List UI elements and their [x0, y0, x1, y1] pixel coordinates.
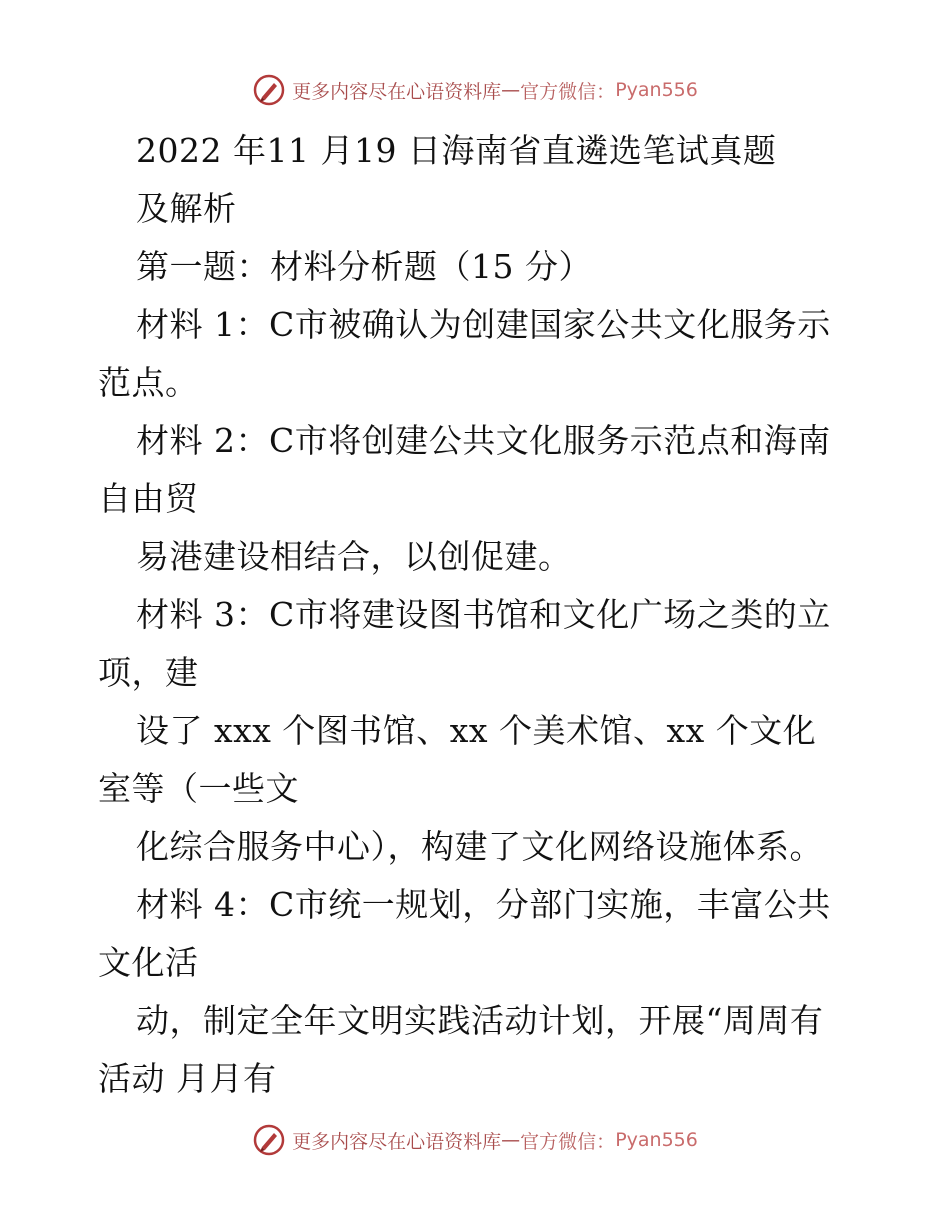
doc-line: 易港建设相结合，以创促建。	[136, 537, 572, 576]
watermark-dash: —	[501, 79, 521, 101]
doc-line: 文化活	[98, 943, 199, 982]
doc-line: 化综合服务中心），构建了文化网络设施体系。	[136, 827, 823, 866]
doc-line: 2022 年11 月19 日海南省直遴选笔试真题	[136, 131, 777, 170]
pen-logo-icon	[252, 73, 286, 107]
doc-line: 自由贸	[98, 479, 199, 518]
watermark-dash: —	[501, 1129, 521, 1151]
doc-line: 材料 4：C市统一规划，分部门实施，丰富公共	[136, 885, 831, 924]
watermark-wechat-label: 官方微信：	[520, 80, 616, 103]
watermark-wechat-label: 官方微信：	[520, 1130, 616, 1153]
watermark-site: 更多内容尽在心语资料库	[292, 80, 502, 103]
doc-line: 项，建	[98, 653, 199, 692]
watermark-footer	[0, 1120, 950, 1160]
watermark-header	[0, 70, 950, 110]
watermark-handle: Pyan556	[615, 1129, 698, 1151]
doc-line: 活动 月月有	[98, 1059, 277, 1098]
doc-line: 材料 2：C市将创建公共文化服务示范点和海南	[136, 421, 831, 460]
document-body	[98, 122, 858, 1108]
doc-line: 范点。	[98, 363, 199, 402]
doc-line: 及解析	[136, 189, 237, 228]
watermark-site: 更多内容尽在心语资料库	[292, 1130, 502, 1153]
doc-line: 第一题：材料分析题（15 分）	[136, 247, 592, 286]
watermark-handle: Pyan556	[615, 79, 698, 101]
doc-line: 材料 1：C市被确认为创建国家公共文化服务示	[136, 305, 831, 344]
doc-line: 设了 xxx 个图书馆、xx 个美术馆、xx 个文化	[136, 711, 817, 750]
doc-line: 动，制定全年文明实践活动计划，开展“周周有	[136, 1001, 824, 1040]
pen-logo-icon	[252, 1123, 286, 1157]
doc-line: 室等（一些文	[98, 769, 299, 808]
doc-line: 材料 3：C市将建设图书馆和文化广场之类的立	[136, 595, 831, 634]
